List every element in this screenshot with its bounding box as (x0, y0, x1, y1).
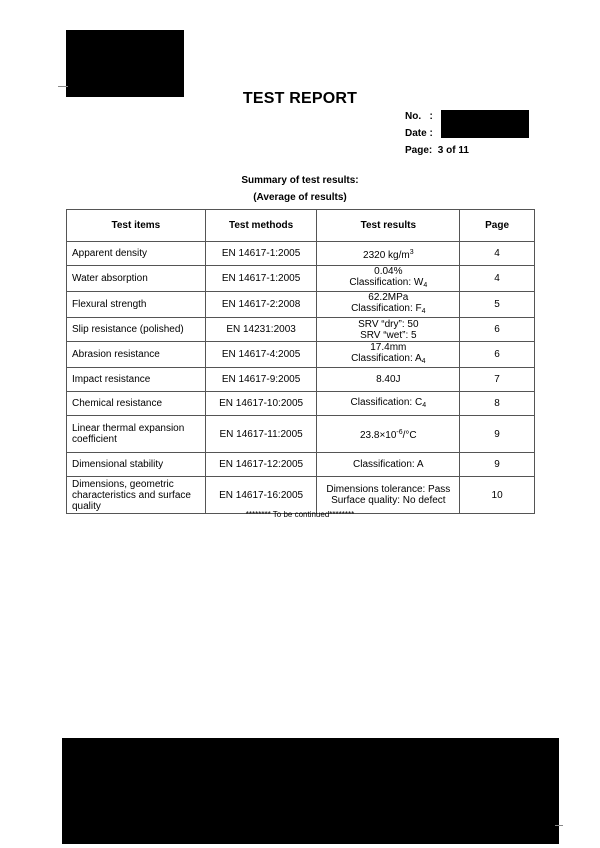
summary-subtitle: (Average of results) (253, 192, 347, 203)
page-label: Page: (405, 145, 433, 156)
test-result-line (321, 353, 455, 367)
page-ref-cell: 8 (460, 392, 535, 416)
result-subscript: 4 (421, 358, 426, 365)
result-text: 2320 kg/m (363, 249, 410, 261)
test-method-cell: EN 14231:2003 (205, 318, 317, 342)
test-item-cell: Dimensions, geometric characteristics and surface quality (67, 477, 206, 514)
test-item-cell: Dimensional stability (67, 453, 206, 477)
test-result-line (321, 292, 455, 303)
test-result-line (321, 319, 455, 330)
header-page: Page (460, 210, 535, 242)
page-ref-cell: 7 (460, 368, 535, 392)
result-text: Classification: A (353, 459, 424, 470)
result-text: 0.04% (374, 266, 403, 277)
table-row (67, 368, 535, 392)
test-result-line (321, 342, 455, 353)
page-ref-cell: 4 (460, 266, 535, 292)
result-text: Classification: A (351, 353, 422, 364)
result-unit-suffix: /°C (402, 430, 417, 441)
test-result-cell (317, 292, 460, 318)
test-item-cell: Impact resistance (67, 368, 206, 392)
header-test-items: Test items (67, 210, 206, 242)
page-value: 3 of 11 (437, 145, 469, 156)
report-number-sep: : (429, 111, 433, 122)
test-result-line (321, 266, 455, 277)
test-result-line (321, 277, 455, 291)
test-result-cell (317, 342, 460, 368)
table-row (67, 266, 535, 292)
test-result-line (321, 374, 455, 385)
page-ref-cell: 5 (460, 292, 535, 318)
result-text: Classification: W (349, 277, 424, 288)
header-test-methods: Test methods (205, 210, 317, 242)
test-result-cell (317, 368, 460, 392)
test-result-cell (317, 242, 460, 266)
footer-divider (555, 825, 563, 826)
redacted-report-date (441, 123, 529, 138)
result-text: Surface quality: No defect (331, 495, 446, 506)
result-text: Classification: F (351, 303, 422, 314)
result-superscript: -6 (396, 429, 403, 436)
table-row (67, 318, 535, 342)
redacted-footer-block (62, 738, 559, 844)
test-method-cell: EN 14617-1:2005 (205, 242, 317, 266)
report-number (405, 111, 433, 123)
result-subscript: 4 (421, 308, 426, 315)
test-item-cell: Flexural strength (67, 292, 206, 318)
test-result-line (321, 459, 455, 470)
test-result-cell (317, 416, 460, 453)
test-result-line (321, 247, 455, 261)
table-row (67, 242, 535, 266)
test-result-cell (317, 266, 460, 292)
report-title: TEST REPORT (242, 90, 358, 107)
test-item-cell: Apparent density (67, 242, 206, 266)
test-method-cell: EN 14617-2:2008 (205, 292, 317, 318)
page-ref-cell: 9 (460, 416, 535, 453)
test-result-cell (317, 318, 460, 342)
page-ref-cell: 6 (460, 318, 535, 342)
test-result-cell (317, 477, 460, 514)
test-method-cell: EN 14617-11:2005 (205, 416, 317, 453)
table-row (67, 477, 535, 514)
table-row (67, 392, 535, 416)
report-date-label: Date (405, 128, 427, 139)
result-text: Classification: C (350, 396, 423, 408)
result-text: SRV “wet”: 5 (360, 329, 417, 341)
results-table (66, 209, 535, 514)
table-row (67, 292, 535, 318)
page-ref-cell: 9 (460, 453, 535, 477)
page-ref-cell: 6 (460, 342, 535, 368)
result-subscript: 4 (423, 282, 428, 289)
test-result-line (321, 495, 455, 506)
test-method-cell: EN 14617-1:2005 (205, 266, 317, 292)
test-result-line (321, 484, 455, 495)
redacted-report-number (441, 110, 529, 123)
test-method-cell: EN 14617-4:2005 (205, 342, 317, 368)
test-method-cell: EN 14617-9:2005 (205, 368, 317, 392)
test-result-line (321, 330, 455, 341)
test-result-line (321, 427, 455, 441)
page-ref-cell: 10 (460, 477, 535, 514)
test-item-cell: Linear thermal expansion coefficient (67, 416, 206, 453)
report-number-label: No. (405, 111, 422, 122)
continued-note: ******** To be continued******** (245, 510, 355, 519)
result-text: 23.8×10 (359, 430, 397, 441)
test-item-cell: Chemical resistance (67, 392, 206, 416)
table-row (67, 342, 535, 368)
test-method-cell: EN 14617-12:2005 (205, 453, 317, 477)
result-text: 8.40J (376, 374, 401, 385)
result-subscript: 4 (422, 401, 427, 409)
summary-title: Summary of test results: (241, 175, 359, 186)
test-item-cell: Slip resistance (polished) (67, 318, 206, 342)
test-result-cell (317, 392, 460, 416)
test-result-cell (317, 453, 460, 477)
result-text: Dimensions tolerance: Pass (326, 484, 451, 495)
result-text: SRV “dry”: 50 (358, 318, 419, 330)
redacted-logo-block (66, 30, 184, 97)
table-row (67, 453, 535, 477)
test-item-cell: Abrasion resistance (67, 342, 206, 368)
page-ref-cell: 4 (460, 242, 535, 266)
test-item-cell: Water absorption (67, 266, 206, 292)
test-method-cell: EN 14617-10:2005 (205, 392, 317, 416)
logo-divider (58, 86, 68, 87)
report-date-sep: : (429, 128, 433, 139)
test-result-line (321, 397, 455, 411)
test-result-line (321, 303, 455, 317)
test-method-cell: EN 14617-16:2005 (205, 477, 317, 514)
table-header-row (67, 210, 535, 242)
table-row (67, 416, 535, 453)
result-text: 62.2MPa (368, 292, 409, 303)
result-superscript: 3 (409, 248, 414, 256)
report-date (405, 128, 433, 140)
header-test-results: Test results (317, 210, 460, 242)
result-text: 17.4mm (370, 342, 407, 353)
page-indicator (405, 145, 469, 157)
